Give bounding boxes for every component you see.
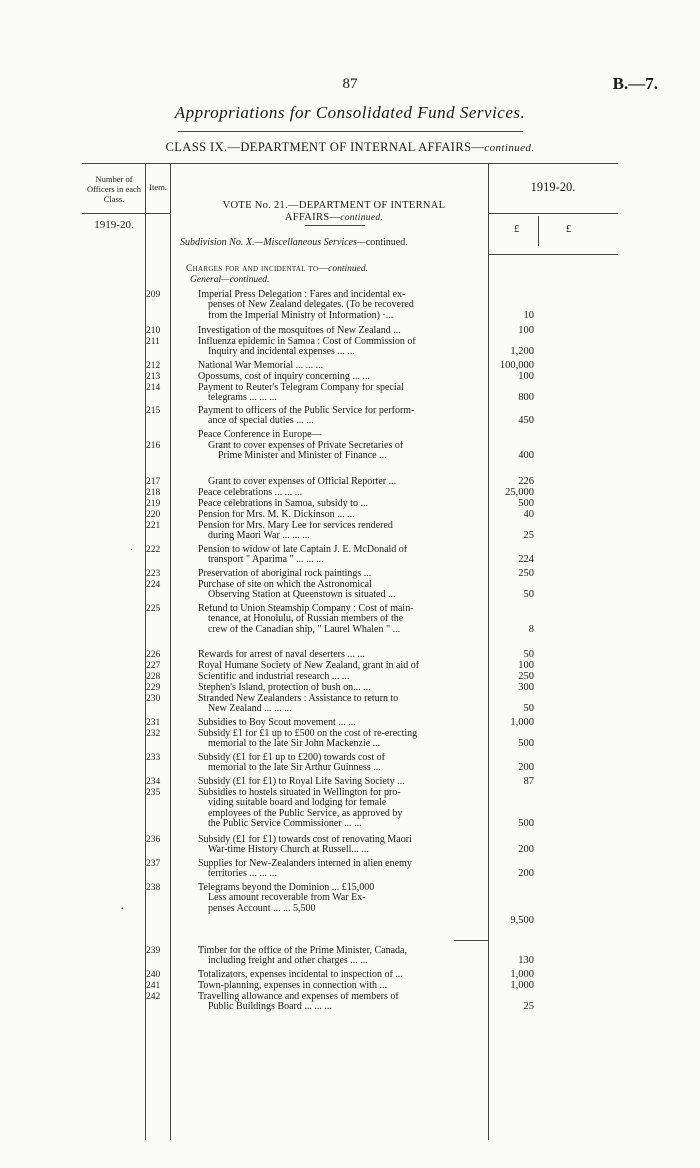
description-line: tenance, at Honolulu, of Russian members of the — [208, 614, 404, 625]
item-description — [198, 883, 486, 914]
item-amount: 9,500 — [510, 914, 534, 926]
description-line: memorial to the late Sir Arthur Guinness ... — [208, 763, 381, 774]
item-number: 222 — [146, 545, 161, 555]
item-amount: 1,000 — [510, 717, 534, 728]
description-line: Payment to officers of the Public Service for perform- — [198, 406, 415, 416]
description-line: Peace celebrations in Samoa, subsidy to ... — [198, 499, 368, 509]
section-text: Charges for and incidental to— — [186, 264, 329, 274]
item-description — [198, 718, 486, 728]
item-amount: 100 — [518, 371, 534, 382]
item-amount: 500 — [518, 818, 534, 830]
description-line: during Maori War ... ... ... — [208, 531, 310, 542]
description-line: Stephen's Island, protection of bush on... ... — [198, 683, 371, 693]
description-line: memorial to the late Sir John Mackenzie ... — [208, 739, 381, 750]
description-line: telegrams ... ... ... — [208, 393, 277, 404]
description-line: the Public Service Commissioner ... ... — [208, 819, 362, 830]
item-number: 231 — [146, 718, 161, 728]
item-number: 221 — [146, 521, 161, 531]
item-number: 213 — [146, 372, 161, 382]
vote-title-affairs: AFFAIRS— — [284, 212, 341, 223]
description-line: transport " Aparima " ... ... ... — [208, 555, 324, 566]
description-line: Timber for the office of the Prime Minister, Canada, — [198, 946, 407, 956]
description-line: penses Account ... ... 5,500 — [208, 903, 316, 914]
item-description — [198, 580, 486, 601]
item-amount: 40 — [523, 509, 534, 520]
item-description — [198, 970, 486, 980]
item-description — [198, 683, 486, 693]
description-line: Totalizators, expenses incidental to inspection of ... — [198, 970, 403, 980]
item-description — [198, 430, 486, 440]
item-amount: 200 — [518, 868, 534, 880]
item-description — [198, 521, 486, 542]
item-description — [198, 499, 486, 509]
item-column-header: Item. — [149, 182, 167, 192]
description-line: Prime Minister and Minister of Finance ... — [218, 451, 387, 462]
item-number: 240 — [146, 970, 161, 980]
subsection-heading: General—continued. — [190, 275, 270, 285]
item-number: 238 — [146, 883, 161, 893]
item-description — [198, 788, 486, 830]
item-description — [198, 604, 486, 635]
item-number: 229 — [146, 683, 161, 693]
item-description — [198, 326, 486, 336]
item-description — [198, 510, 486, 520]
header-left-rule — [82, 213, 170, 214]
item-amount: 87 — [523, 776, 534, 787]
item-description — [198, 981, 486, 991]
description-line: Subsidy (£1 for £1) to Royal Life Saving Society ... — [198, 777, 405, 787]
amount-header-rule — [488, 254, 618, 255]
item-number: 234 — [146, 777, 161, 787]
item-number: 212 — [146, 361, 161, 371]
vote-title-continued: continued. — [340, 213, 384, 223]
title-rule — [178, 131, 523, 132]
item-amount: 200 — [518, 844, 534, 856]
item-number: 227 — [146, 661, 161, 671]
item-description — [198, 361, 486, 371]
vote-title — [184, 200, 484, 224]
description-line: Town-planning, expenses in connection with ... — [198, 981, 387, 991]
item-amount: 8 — [528, 623, 534, 635]
description-line: Peace Conference in Europe— — [198, 430, 322, 440]
item-number: 210 — [146, 326, 161, 336]
description-line: Subsidy (£1 for £1) towards cost of renovating Maori — [198, 835, 412, 845]
page-title: Appropriations for Consolidated Fund Services. — [174, 103, 526, 122]
item-number: 216 — [146, 441, 161, 451]
item-description — [198, 992, 486, 1013]
item-number: 237 — [146, 859, 161, 869]
item-amount: 226 — [518, 476, 534, 487]
description-line: Investigation of the mosquitoes of New Zealand ... — [198, 326, 401, 336]
telegram-sum-rule — [454, 940, 488, 941]
item-description — [198, 753, 486, 774]
item-number: 236 — [146, 835, 161, 845]
year-right: 1919-20. — [530, 180, 576, 194]
description-line: Stranded New Zealanders : Assistance to return to — [198, 694, 399, 704]
item-number: 225 — [146, 604, 161, 614]
item-amount: 224 — [518, 554, 534, 566]
item-amount: 100,000 — [499, 360, 534, 371]
item-amount: 300 — [518, 682, 534, 693]
item-amount: 200 — [518, 762, 534, 774]
item-description — [208, 477, 496, 487]
class-title-continued: continued. — [484, 142, 535, 154]
item-description — [198, 569, 486, 579]
description-line: Telegrams beyond the Dominion ... £15,000 — [198, 883, 375, 893]
description-line: Pension for Mrs. Mary Lee for services rendered — [198, 521, 393, 531]
item-amount: 500 — [518, 738, 534, 750]
item-number: 218 — [146, 488, 161, 498]
description-line: Subsidies to Boy Scout movement ... ... — [198, 718, 356, 728]
item-description — [198, 650, 486, 660]
vote-title-line2 — [184, 212, 484, 224]
description-line: territories ... ... ... — [208, 869, 277, 880]
table-top-rule — [82, 163, 618, 164]
item-description — [198, 545, 486, 566]
description-line: Supplies for New-Zealanders interned in alien enemy — [198, 859, 412, 869]
item-amount: 400 — [518, 450, 534, 462]
description-line: New Zealand ... ... ... — [208, 704, 292, 715]
item-amount: 10 — [523, 309, 534, 321]
item-description — [198, 372, 486, 382]
description-line: crew of the Canadian ship, " Laurel Whalen " ... — [208, 624, 401, 635]
item-number: 220 — [146, 510, 161, 520]
item-amount: 50 — [523, 589, 534, 601]
vote-title-line1: VOTE No. 21.—DEPARTMENT OF INTERNAL — [222, 200, 446, 211]
item-description — [198, 672, 486, 682]
item-amount: 25 — [523, 1001, 534, 1013]
report-reference: B.—7. — [612, 74, 658, 93]
item-amount: 50 — [523, 649, 534, 660]
description-line: Refund to Union Steamship Company : Cost of main- — [198, 604, 414, 614]
item-number: 224 — [146, 580, 161, 590]
description-line: Observing Station at Queenstown is situated ... — [208, 590, 396, 601]
item-amount: 1,000 — [510, 969, 534, 980]
item-amount: 130 — [518, 955, 534, 967]
item-number: 223 — [146, 569, 161, 579]
item-description — [198, 777, 486, 787]
description-line: Subsidy £1 for £1 up to £500 on the cost of re-erecting — [198, 729, 418, 739]
column-divider-pound — [538, 216, 539, 246]
description-line: Subsidy (£1 for £1 up to £200) towards cost of — [198, 753, 385, 763]
description-line: Imperial Press Delegation : Fares and incidental ex- — [198, 290, 406, 300]
class-title — [0, 140, 700, 155]
item-number: 217 — [146, 477, 161, 487]
description-line: Inquiry and incidental expenses ... ... — [208, 347, 355, 358]
item-number: 226 — [146, 650, 161, 660]
item-description — [198, 337, 486, 358]
item-description — [198, 661, 486, 671]
item-description — [198, 859, 486, 880]
item-number: 211 — [146, 337, 160, 347]
item-number: 219 — [146, 499, 161, 509]
pound-sign-1: £ — [514, 224, 520, 235]
margin-mark: · — [130, 545, 134, 556]
item-description — [198, 383, 486, 404]
item-amount: 25 — [523, 530, 534, 542]
description-line: Pension for Mrs. M. K. Dickinson ... ... — [198, 510, 355, 520]
subdivision-continued: continued. — [365, 237, 408, 248]
description-line: Less amount recoverable from War Ex- — [208, 893, 366, 904]
item-number: 209 — [146, 290, 161, 300]
description-line: employees of the Public Service, as approved by — [208, 808, 403, 819]
description-line: Subsidies to hostels situated in Wellington for pro- — [198, 788, 401, 798]
item-number: 214 — [146, 383, 161, 393]
section-continued: continued. — [328, 264, 368, 274]
margin-mark-2: · — [120, 902, 125, 917]
item-number: 215 — [146, 406, 161, 416]
description-line: Payment to Reuter's Telegram Company for special — [198, 383, 404, 393]
item-description — [208, 441, 496, 462]
item-number: 241 — [146, 981, 161, 991]
pound-sign-2: £ — [566, 224, 572, 235]
description-line: Travelling allowance and expenses of members of — [198, 992, 399, 1002]
year-left: 1919-20. — [94, 219, 134, 231]
description-line: Pension to widow of late Captain J. E. McDonald of — [198, 545, 408, 555]
description-line: Scientific and industrial research ... ... — [198, 672, 350, 682]
section-heading — [186, 264, 368, 274]
item-amount: 250 — [518, 671, 534, 682]
item-number: 235 — [146, 788, 161, 798]
item-amount: 450 — [518, 415, 534, 427]
description-line: War-time History Church at Russell... ... — [208, 845, 369, 856]
description-line: Royal Humane Society of New Zealand, grant in aid of — [198, 661, 420, 671]
item-amount: 100 — [518, 325, 534, 336]
header-right-rule — [488, 213, 618, 214]
item-amount: 25,000 — [505, 487, 534, 498]
column-divider-amount — [488, 164, 489, 1140]
description-line: viding suitable board and lodging for female — [208, 798, 387, 809]
item-description — [198, 835, 486, 856]
item-description — [198, 406, 486, 427]
item-amount: 1,000 — [510, 980, 534, 991]
item-number: 228 — [146, 672, 161, 682]
item-amount: 1,200 — [510, 346, 534, 358]
description-line: Opossums, cost of inquiry concerning ... ... — [198, 372, 370, 382]
item-amount: 50 — [523, 703, 534, 715]
item-number: 242 — [146, 992, 161, 1002]
item-number: 230 — [146, 694, 161, 704]
description-line: including freight and other charges ... ... — [208, 956, 368, 967]
subdivision-text: Subdivision No. X.—Miscellaneous Services— — [180, 237, 366, 248]
description-line: Purchase of site on which the Astronomical — [198, 580, 372, 590]
description-line: Peace celebrations ... ... ... — [198, 488, 303, 498]
description-line: ance of special duties ... ... — [208, 416, 314, 427]
class-title-text: CLASS IX.—DEPARTMENT OF INTERNAL AFFAIRS— — [165, 140, 485, 154]
item-number: 232 — [146, 729, 161, 739]
item-description — [198, 488, 486, 498]
item-description — [198, 946, 486, 967]
description-line: Grant to cover expenses of Private Secretaries of — [208, 441, 404, 451]
description-line: Public Buildings Board ... ... ... — [208, 1002, 332, 1013]
item-amount: 800 — [518, 392, 534, 404]
item-description — [198, 694, 486, 715]
column-divider-item — [170, 164, 171, 1140]
page-number: 87 — [342, 76, 358, 92]
vote-rule — [305, 225, 365, 226]
description-line: Preservation of aboriginal rock paintings ... — [198, 569, 372, 579]
item-description — [198, 729, 486, 750]
description-line: National War Memorial ... ... ... — [198, 361, 324, 371]
description-line: Rewards for arrest of naval deserters ... ... — [198, 650, 365, 660]
item-amount: 100 — [518, 660, 534, 671]
item-number: 233 — [146, 753, 161, 763]
description-line: Grant to cover expenses of Official Reporter ... — [208, 477, 397, 487]
item-description — [198, 290, 486, 321]
item-amount: 250 — [518, 568, 534, 579]
item-amount: 500 — [518, 498, 534, 509]
description-line: penses of New Zealand delegates. (To be recovered — [208, 300, 414, 311]
description-line: Influenza epidemic in Samoa : Cost of Commission of — [198, 337, 416, 347]
item-number: 239 — [146, 946, 161, 956]
officers-column-header: Number of Officers in each Class. — [86, 174, 142, 204]
subdivision-heading — [180, 237, 408, 248]
description-line: from the Imperial Ministry of Information) ·... — [208, 310, 394, 321]
